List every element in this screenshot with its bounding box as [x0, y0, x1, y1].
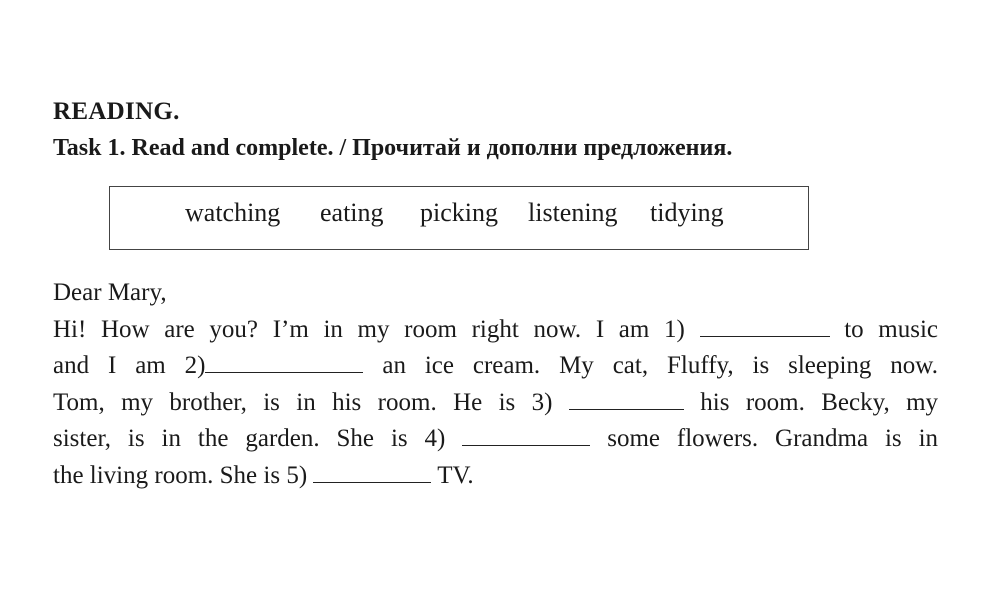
letter-text-segment: Hi! How are you? I’m in my room right now. I am 1): [53, 315, 685, 343]
word-bank-item: watching: [185, 198, 281, 227]
letter-text-segment: an ice cream. My cat, Fluffy, is sleeping now.: [382, 352, 938, 379]
answer-blank-1[interactable]: [700, 316, 830, 337]
letter-text-segment: to music: [844, 315, 939, 343]
answer-blank-2[interactable]: [205, 352, 363, 373]
letter-greeting: Dear Mary,: [53, 279, 167, 306]
letter-line: [53, 421, 938, 458]
answer-blank-4[interactable]: [462, 425, 590, 446]
letter-line: [53, 385, 938, 422]
answer-blank-3[interactable]: [569, 389, 684, 410]
letter-text-segment: Tom, my brother, is in his room. He is 3): [53, 388, 553, 416]
section-title: READING.: [53, 98, 180, 125]
word-bank-item: picking: [420, 198, 498, 227]
word-bank-item: tidying: [650, 198, 724, 227]
word-bank: [109, 186, 809, 250]
letter-line: [53, 312, 938, 349]
word-bank-item: eating: [320, 198, 384, 227]
word-bank-item: listening: [528, 198, 618, 227]
task-instruction: Task 1. Read and complete. / Прочитай и дополни предложения.: [53, 135, 733, 161]
letter-text-segment: TV.: [437, 461, 474, 489]
letter-text-segment: sister, is in the garden. She is 4): [53, 425, 446, 452]
letter-text-segment: and I am 2): [53, 352, 206, 379]
answer-blank-5[interactable]: [313, 462, 431, 483]
letter-text-segment: the living room. She is 5): [53, 461, 308, 489]
letter-line: [53, 458, 938, 495]
letter-line: [53, 348, 938, 385]
letter-text: [53, 275, 938, 494]
letter-text-segment: his room. Becky, my: [700, 388, 939, 416]
letter-text-segment: some flowers. Grandma is in: [607, 425, 939, 452]
